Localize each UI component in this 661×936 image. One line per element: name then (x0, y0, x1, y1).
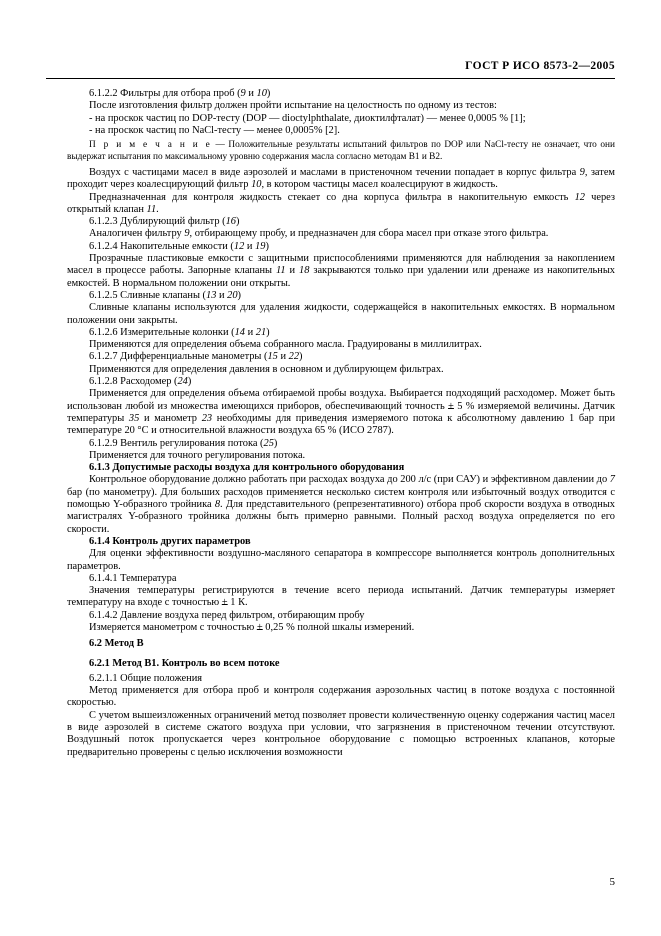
section-heading: 6.2 Метод В (89, 638, 144, 650)
paragraph: Предназначенная для контроля жидкость стекает со дна корпуса фильтра в накопительную емкость 12 через открытый клапан 11. (67, 191, 615, 215)
paragraph: Применяются для определения давления в основном и дублирующем фильтрах. (89, 363, 444, 375)
page-number: 5 (609, 876, 615, 888)
paragraph: С учетом вышеизложенных ограничений метод позволяет провести количественную оценку содержания частиц масел в виде аэрозолей в системе сжатого воздуха при условии, что загрязнения в пристеночном течении отсутствуют. Воздушный поток пропускается через контрольное оборудование с помощью встроенных клапанов, которые предварительно проверены с целью исключения возможности (67, 709, 615, 758)
paragraph: Воздух с частицами масел в виде аэрозолей и маслами в пристеночном течении попадает в корпус фильтра 9, затем проходит через коалесцирующий фильтр 10, в котором частицы масел коалесцируют в жидкость. (67, 167, 616, 191)
note-paragraph: П р и м е ч а н и е — Положительные результаты испытаний фильтров по DOP или NaCl-тесту не означает, что они выдержат испытания по максимальному уровню содержания масла согласно методам В1 и В2. (67, 140, 615, 162)
paragraph: 6.1.2.2 Фильтры для отбора проб (9 и 10) (89, 88, 271, 99)
list-item: - на проскок частиц по DOP-тесту (DOP — dioctylphthalate, диоктилфталат) — менее 0,0005 % [1]; (89, 112, 526, 124)
paragraph: Метод применяется для отбора проб и контроля содержания аэрозольных частиц в потоке воздуха с постоянной скоростью. (67, 685, 615, 709)
paragraph: 6.1.2.5 Сливные клапаны (13 и 20) (89, 289, 242, 301)
paragraph: Контрольное оборудование должно работать при расходах воздуха до 200 л/с (при САУ) и эффективном давлении до 7 бар (по манометру). Для больших расходов применяется несколько систем контроля или избыточный воздух отводится с помощью Y-образного тройника 8. Для представительного (репрезентативного) отбора проб скорости воздуха в отводных магистралях Y-образного тройника должны быть примерно равными. Полный расход воздуха определяется по его скорости. (67, 474, 615, 535)
paragraph: 6.1.4.2 Давление воздуха перед фильтром, отбирающим пробу (89, 609, 365, 621)
paragraph: Сливные клапаны используются для удаления жидкости, содержащейся в накопительных емкостях. В нормальном положении они закрыты. (67, 302, 615, 326)
document-body (67, 88, 615, 759)
section-heading: 6.2.1 Метод В1. Контроль во всем потоке (89, 657, 280, 669)
paragraph: 6.1.2.4 Накопительные емкости (12 и 19) (89, 240, 269, 252)
paragraph: 6.1.2.8 Расходомер (24) (89, 376, 192, 388)
paragraph: 6.1.4.1 Температура (89, 572, 177, 584)
paragraph: Для оценки эффективности воздушно-масляного сепаратора в компрессоре выполняется контроль дополнительных параметров. (67, 548, 615, 572)
paragraph: 6.2.1.1 Общие положения (89, 672, 203, 684)
paragraph: 6.1.2.7 Дифференциальные манометры (15 и 22) (89, 351, 303, 363)
paragraph: Применяется для точного регулирования потока. (89, 449, 306, 461)
paragraph: Значения температуры регистрируются в течение всего периода испытаний. Датчик температуры измеряет температуру на входе с точностью + 1 К. (67, 585, 615, 609)
list-item: - на проскок частиц по NaCl-тесту — менее 0,0005% [2]. (89, 124, 340, 136)
paragraph: 6.1.2.3 Дублирующий фильтр (16) (89, 216, 240, 228)
header-divider (46, 78, 615, 79)
section-heading: 6.1.3 Допустимые расходы воздуха для контрольного оборудования (89, 462, 405, 474)
paragraph: Прозрачные пластиковые емкости с защитными приспособлениями применяются для наблюдения за накоплением масел в процессе работы. Запорные клапаны 11 и 18 закрываются только при удалении или дренаже из накопительных емкостей. В нормальном положении они открыты. (67, 253, 615, 289)
paragraph: 6.1.2.9 Вентиль регулирования потока (25) (89, 437, 278, 449)
paragraph: Применяются для определения объема собранного масла. Градуированы в миллилитрах. (89, 339, 482, 351)
paragraph: Измеряется манометром с точностью + 0,25 % полной шкалы измерений. (89, 621, 415, 633)
paragraph: 6.1.2.6 Измерительные колонки (14 и 21) (89, 326, 270, 338)
paragraph: Аналогичен фильтру 9, отбирающему пробу, и предназначен для сбора масел при отказе этого фильтра. (89, 228, 549, 240)
paragraph: Применяется для определения объема отбираемой пробы воздуха. Выбирается подходящий расходомер. Может быть использован любой из множества имеющихся приборов, обеспечивающий точность + 5 % измеряемой величины. Датчик температуры 35 и манометр 23 необходимы для приведения измеряемого потока к абсолютному давлению 1 бар при температуре 20 °С и относительной влажности воздуха 65 % (ИСО 2787). (67, 388, 616, 437)
page-header: ГОСТ Р ИСО 8573-2—2005 (465, 60, 615, 72)
paragraph: После изготовления фильтр должен пройти испытание на целостность по одному из тестов: (89, 100, 497, 112)
section-heading: 6.1.4 Контроль других параметров (89, 535, 251, 547)
